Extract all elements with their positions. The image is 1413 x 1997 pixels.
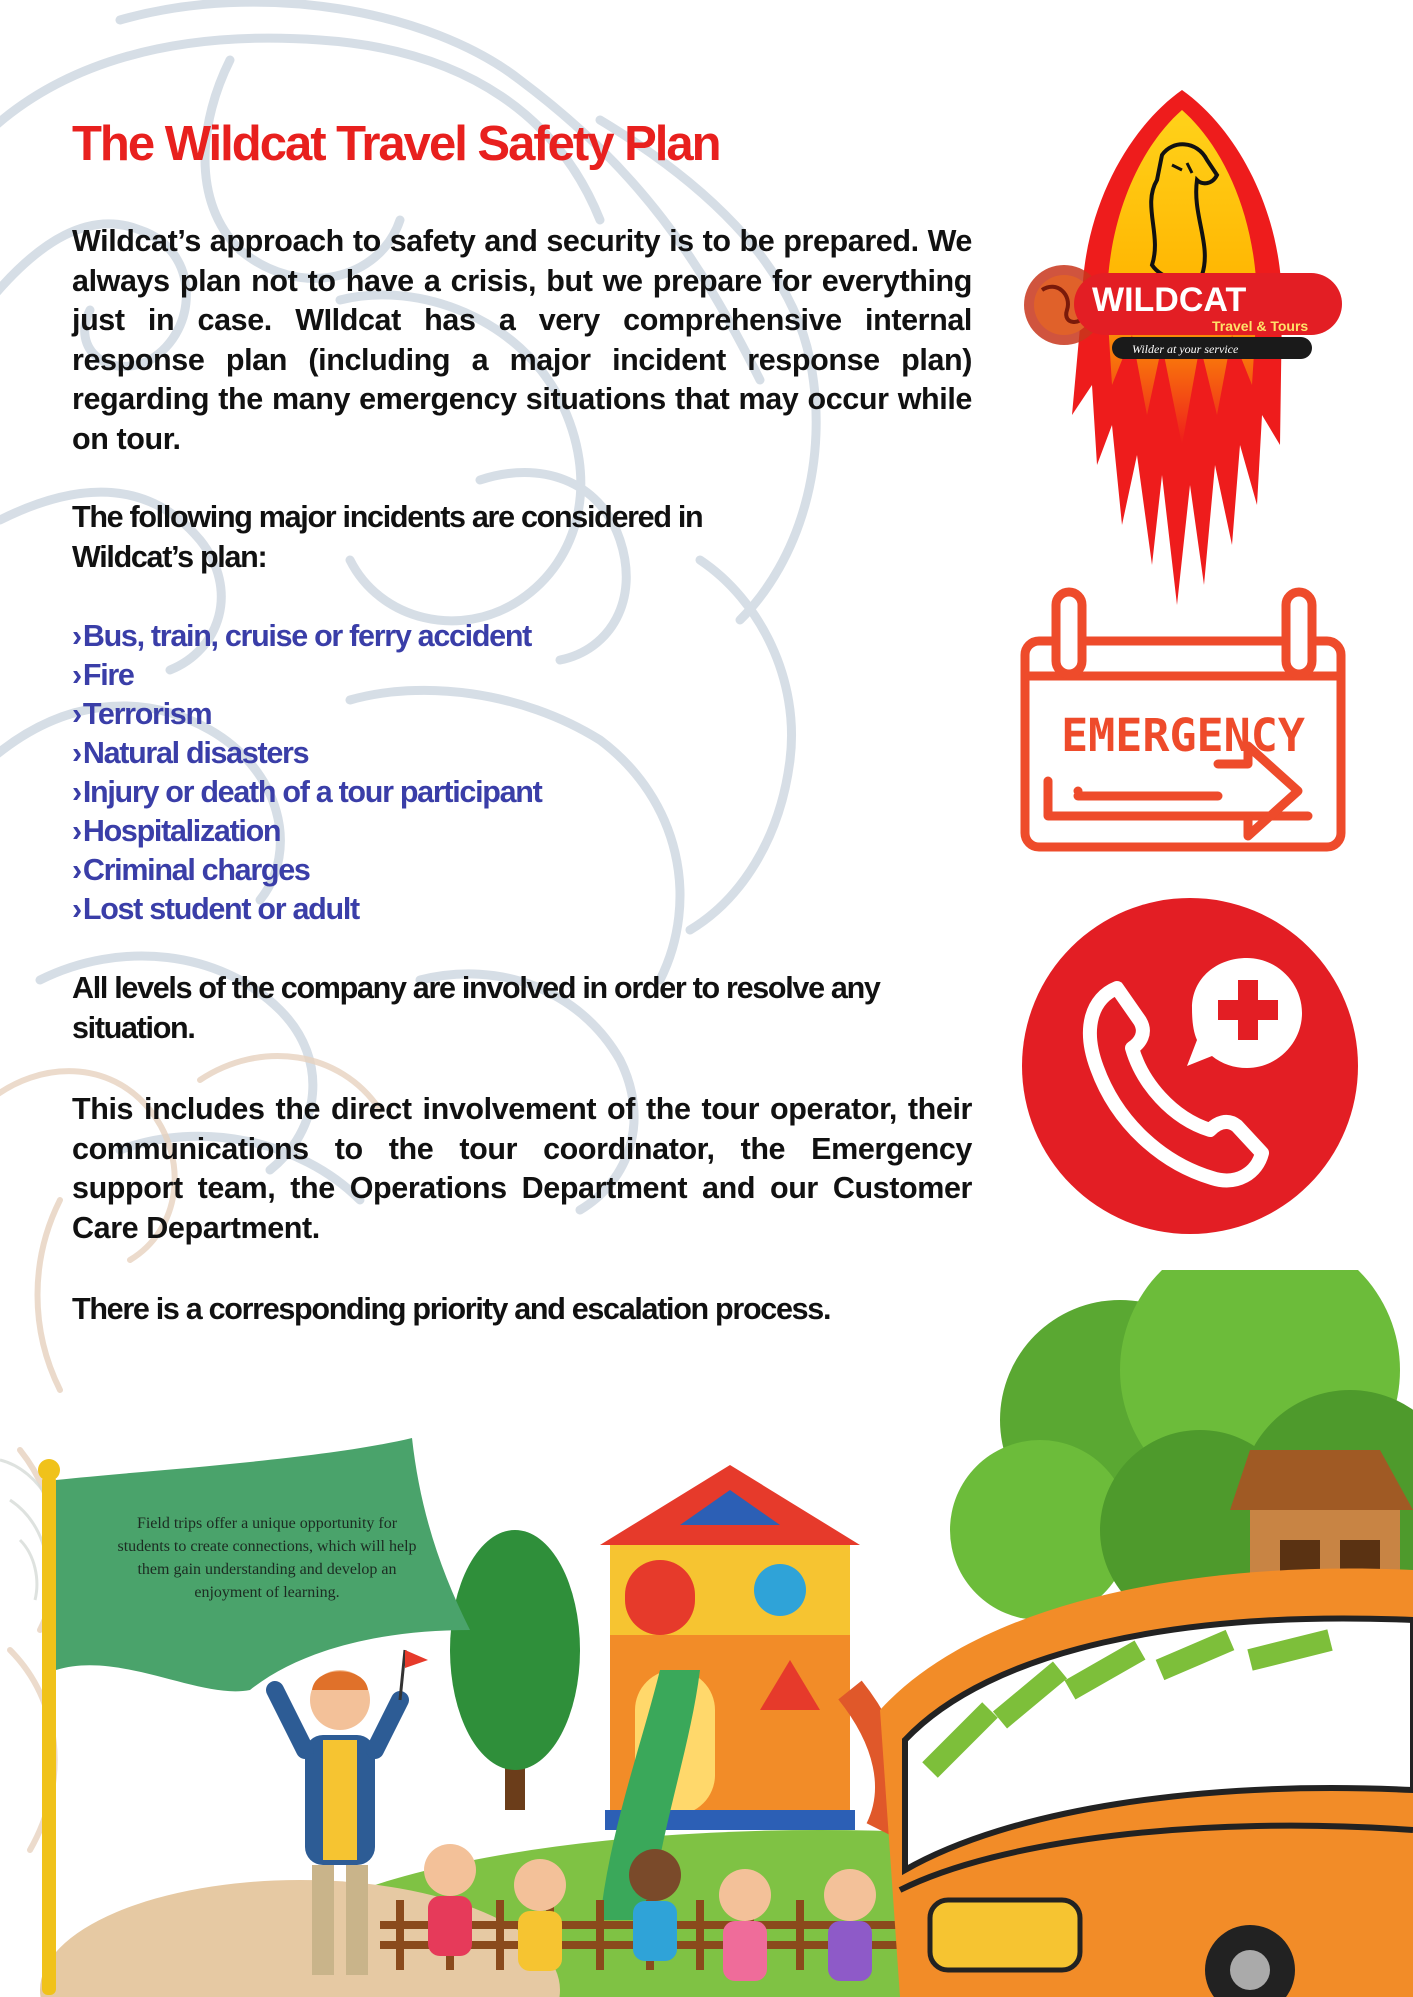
list-item: ›Natural disasters [72, 736, 309, 770]
intro-paragraph: Wildcat’s approach to safety and security is to be prepared. We always plan not to have a crisis, but we prepare for everything just in case. WIldcat has a very comprehensive internal response plan (including a major incident response plan) regarding the many emergency situations that may occur while on tour. [72, 224, 972, 456]
list-item: ›Lost student or adult [72, 892, 359, 926]
involvement-paragraph: This includes the direct involvement of the tour operator, their communications to the tour coordinator, the Emergency support team, the Operations Department and our Customer Care Department. [72, 1092, 972, 1245]
bullet-chevron: › [72, 736, 81, 770]
bullet-chevron: › [72, 814, 81, 848]
bullet-chevron: › [72, 697, 81, 731]
bullet-chevron: › [72, 892, 81, 926]
list-item: ›Injury or death of a tour participant [72, 775, 542, 809]
emergency-sign-label: EMERGENCY [1061, 709, 1305, 762]
page-title: The Wildcat Travel Safety Plan [72, 117, 720, 171]
levels-paragraph: All levels of the company are involved in order to resolve any situation. [72, 971, 880, 1045]
bullet-chevron: › [72, 658, 81, 692]
logo-brand: WILDCAT [1092, 281, 1247, 319]
list-item: ›Fire [72, 658, 134, 692]
main-content [72, 222, 972, 1330]
list-item: ›Terrorism [72, 697, 212, 731]
incidents-heading [72, 498, 972, 577]
logo-tagline: Travel & Tours [1212, 318, 1309, 334]
bullet-chevron: › [72, 619, 81, 653]
list-item: ›Bus, train, cruise or ferry accident [72, 619, 532, 653]
incidents-heading-line2: Wildcat’s plan: [72, 539, 267, 574]
incidents-heading-line1: The following major incidents are considered in [72, 500, 703, 534]
list-item: ›Criminal charges [72, 853, 310, 887]
medical-phone-icon [1022, 898, 1359, 1235]
flag-caption: Field trips offer a unique opportunity for students to create connections, which will help them gain understanding and develop an enjoyment of learning. [117, 1515, 417, 1601]
wildcat-logo [1012, 85, 1352, 625]
escalation-paragraph: There is a corresponding priority and escalation process. [72, 1292, 831, 1326]
playground-illustration [0, 1270, 1413, 1997]
pine-tree [450, 1530, 580, 1810]
bus-illustration [880, 1569, 1413, 1997]
emergency-sign-icon [1018, 586, 1348, 856]
bullet-chevron: › [72, 775, 81, 809]
bullet-chevron: › [72, 853, 81, 887]
logo-slogan: Wilder at your service [1132, 342, 1239, 356]
list-item: ›Hospitalization [72, 814, 281, 848]
incidents-list [72, 617, 972, 929]
